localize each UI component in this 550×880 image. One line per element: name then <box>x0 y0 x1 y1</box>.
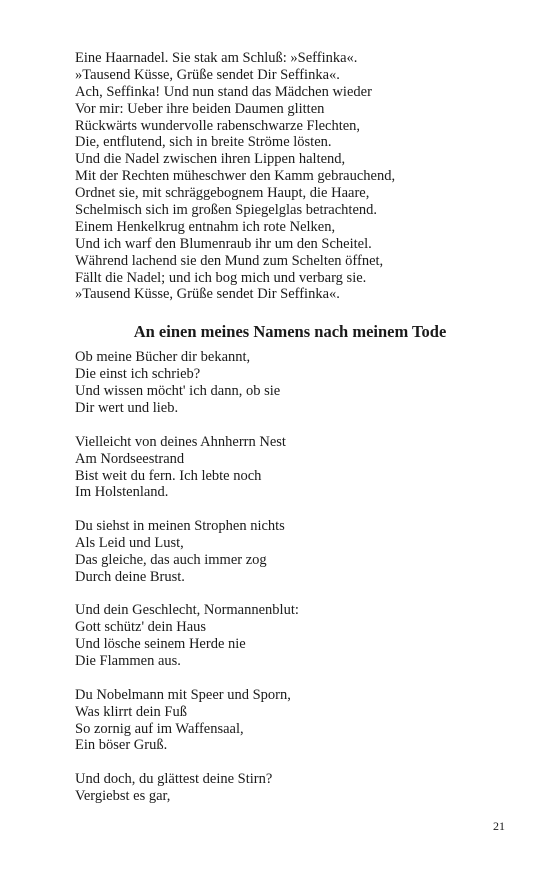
verse-line: Durch deine Brust. <box>75 568 185 585</box>
verse-line: Und die Nadel zwischen ihren Lippen haltend, <box>75 151 346 168</box>
verse-line: Die einst ich schrieb? <box>75 366 201 383</box>
stanza-1 <box>75 349 505 417</box>
verse-line: So zornig auf im Waffensaal, <box>75 720 244 737</box>
verse-line: Das gleiche, das auch immer zog <box>75 551 267 568</box>
verse-line: Ein böser Gruß. <box>75 737 168 754</box>
verse-line: Ach, Seffinka! Und nun stand das Mädchen wieder <box>75 83 372 100</box>
stanza-4 <box>75 602 505 670</box>
verse-line: Und wissen möcht' ich dann, ob sie <box>75 383 281 400</box>
stanza-3 <box>75 518 505 586</box>
verse-line: Ob meine Bücher dir bekannt, <box>75 349 251 366</box>
page-body <box>75 50 505 822</box>
verse-line: Du Nobelmann mit Speer und Sporn, <box>75 686 291 703</box>
verse-line: Und dein Geschlecht, Normannenblut: <box>75 602 299 619</box>
verse-line: Einem Henkelkrug entnahm ich rote Nelken, <box>75 218 336 235</box>
stanza-2 <box>75 434 505 502</box>
verse-line: Was klirrt dein Fuß <box>75 703 187 720</box>
verse-line: Bist weit du fern. Ich lebte noch <box>75 467 262 484</box>
stanza-6 <box>75 771 505 805</box>
page-number: 21 <box>493 819 505 833</box>
verse-line: Rückwärts wundervolle rabenschwarze Flechten, <box>75 117 361 134</box>
verse-line: Eine Haarnadel. Sie stak am Schluß: »Seffinka«. <box>75 50 358 66</box>
verse-line: Während lachend sie den Mund zum Schelten öffnet, <box>75 252 384 269</box>
verse-line: Als Leid und Lust, <box>75 534 184 551</box>
verse-line: Und doch, du glättest deine Stirn? <box>75 771 273 788</box>
verse-line: Vielleicht von deines Ahnherrn Nest <box>75 433 286 450</box>
verse-line: »Tausend Küsse, Grüße sendet Dir Seffinka«. <box>75 286 340 303</box>
verse-line: Im Holstenland. <box>75 484 169 501</box>
verse-line: Und ich warf den Blumenraub ihr um den Scheitel. <box>75 235 372 252</box>
verse-line: Ordnet sie, mit schräggebognem Haupt, die Haare, <box>75 185 370 202</box>
stanza-5 <box>75 687 505 755</box>
verse-line: Du siehst in meinen Strophen nichts <box>75 518 285 535</box>
verse-line: Schelmisch sich im großen Spiegelglas betrachtend. <box>75 202 378 219</box>
verse-line: Vergiebst es gar, <box>75 788 171 805</box>
poem-title: An einen meines Namens nach meinem Tode <box>133 322 447 342</box>
verse-line: Dir wert und lieb. <box>75 400 179 417</box>
verse-line: »Tausend Küsse, Grüße sendet Dir Seffinka«. <box>75 66 340 83</box>
verse-line: Die, entflutend, sich in breite Ströme lösten. <box>75 134 332 151</box>
previous-poem-ending <box>75 50 505 303</box>
verse-line: Am Nordseestrand <box>75 450 185 467</box>
verse-line: Die Flammen aus. <box>75 653 181 670</box>
verse-line: Fällt die Nadel; und ich bog mich und verbarg sie. <box>75 269 367 286</box>
verse-line: Und lösche seinem Herde nie <box>75 636 246 653</box>
verse-line: Mit der Rechten müheschwer den Kamm gebrauchend, <box>75 168 396 185</box>
verse-line: Vor mir: Ueber ihre beiden Daumen glitten <box>75 100 325 117</box>
verse-line: Gott schütz' dein Haus <box>75 619 207 636</box>
